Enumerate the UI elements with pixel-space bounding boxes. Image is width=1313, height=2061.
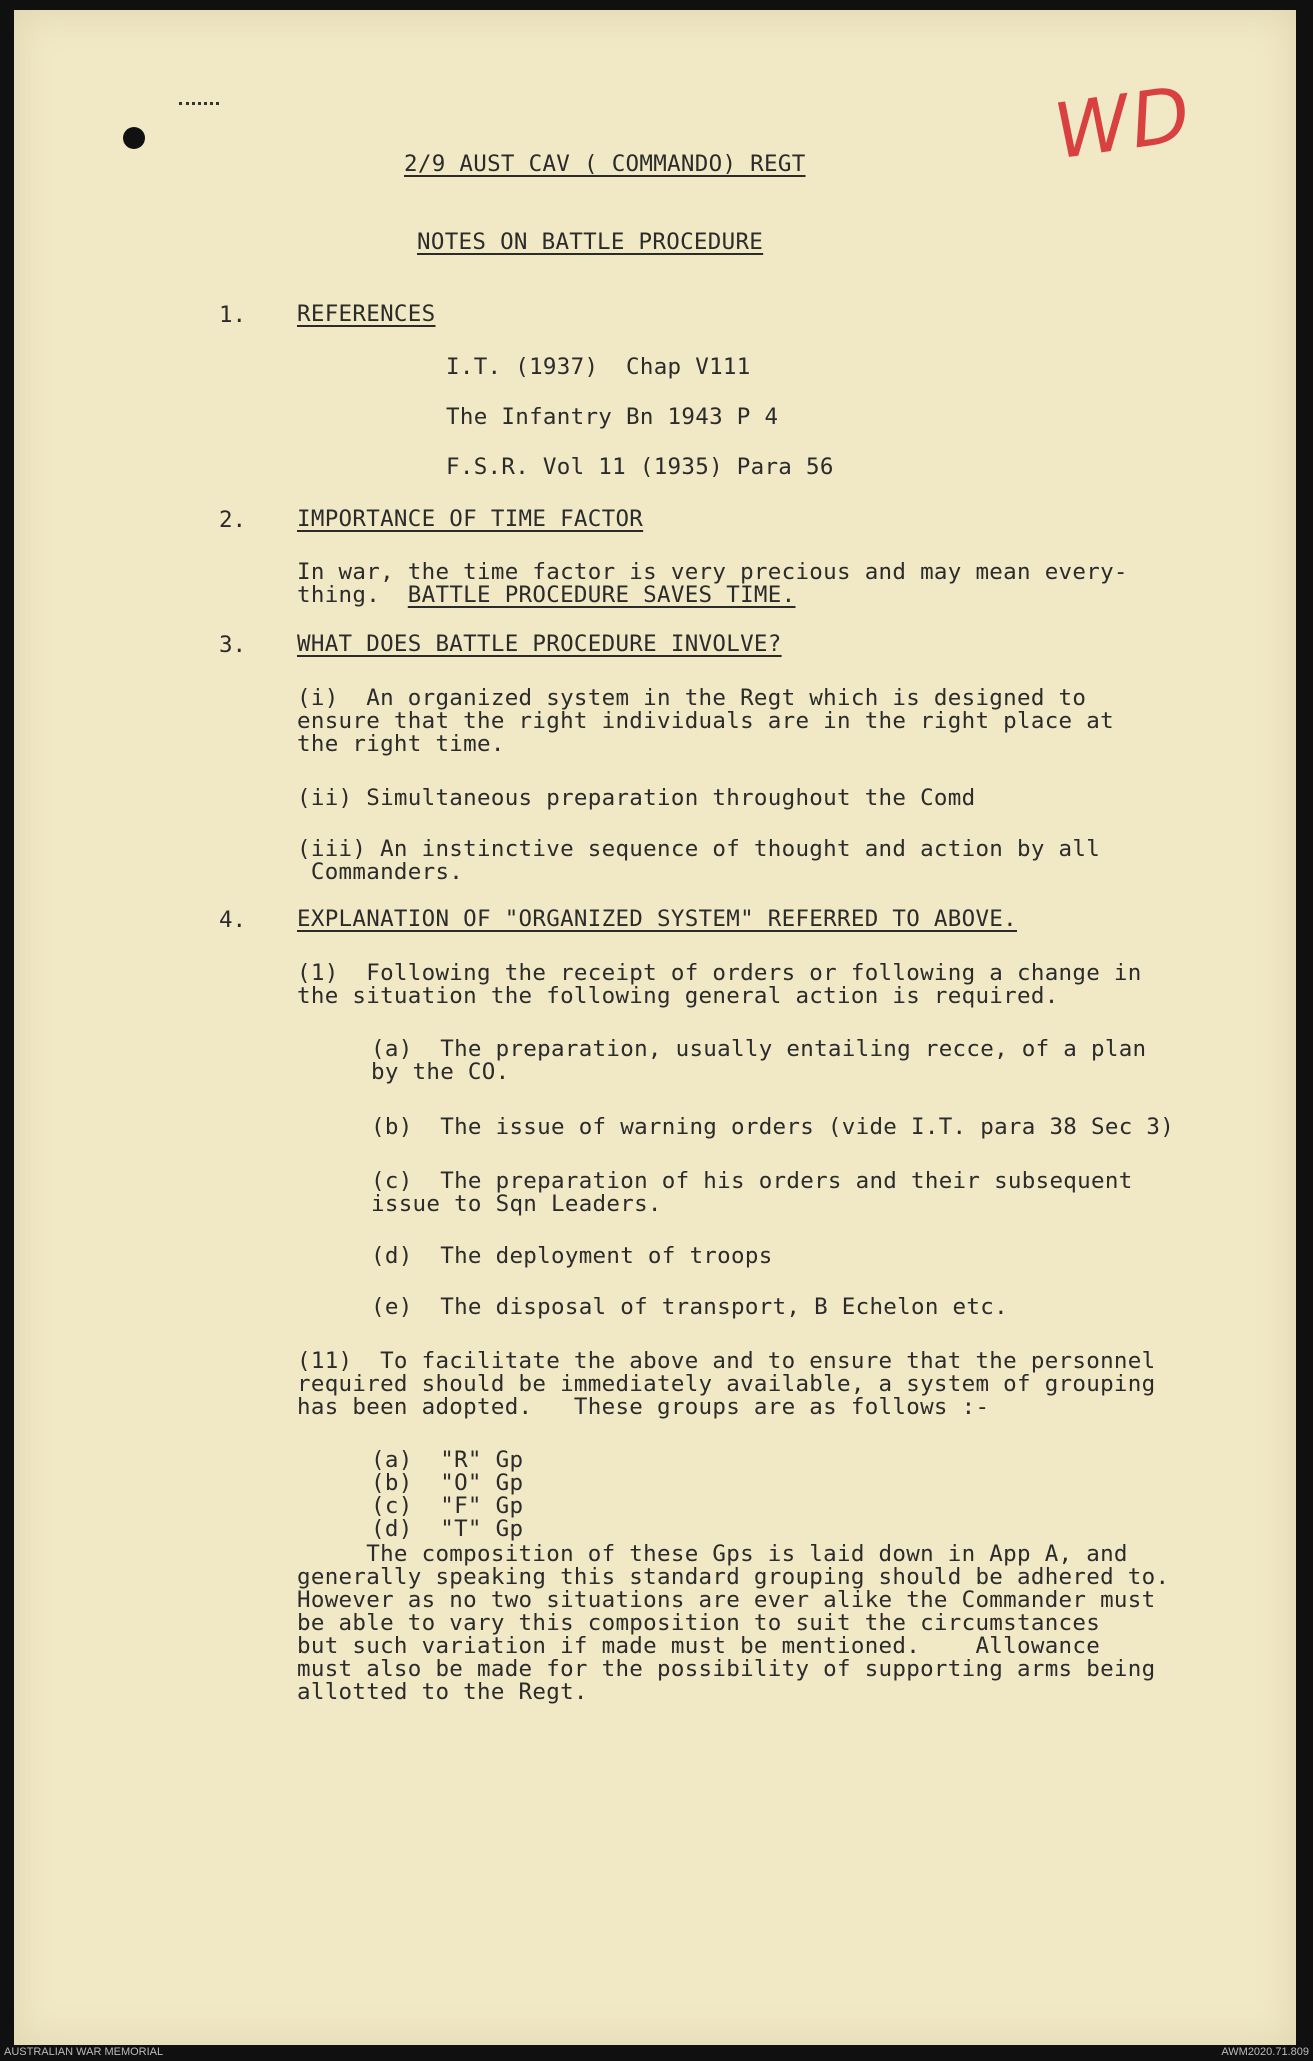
footer-credit: AUSTRALIAN WAR MEMORIAL (4, 2046, 164, 2058)
item-b: (b) The issue of warning orders (vide I.T. para 38 Sec 3) (371, 1114, 1175, 1140)
pencil-dash-mark (179, 102, 219, 108)
item-iii-line-1: (iii) An instinctive sequence of thought and action by all (297, 836, 1101, 862)
section-2-line-2-text: thing. (297, 582, 408, 608)
section-2-line-2 (297, 583, 795, 608)
item-i-line-1: (i) An organized system in the Regt which is designed to (297, 685, 1087, 711)
section-1-title: REFERENCES (297, 301, 436, 327)
item-d: (d) The deployment of troops (371, 1243, 773, 1269)
document-page (14, 10, 1296, 2045)
para-1-line-2: the situation the following general action is required. (297, 983, 1059, 1009)
handwritten-annotation: WD (1048, 68, 1198, 177)
para-3-line-2: generally speaking this standard grouping should be adhered to. (297, 1564, 1170, 1590)
unit-heading: 2/9 AUST CAV ( COMMANDO) REGT (404, 151, 806, 177)
section-1-number: 1. (219, 302, 247, 328)
item-a-line-1: (a) The preparation, usually entailing recce, of a plan (371, 1036, 1147, 1062)
section-2-emphasis: BATTLE PROCEDURE SAVES TIME. (407, 582, 796, 608)
reference-1: I.T. (1937) Chap V111 (446, 354, 751, 380)
item-i-line-3: the right time. (297, 731, 505, 757)
para-1-line-1: (1) Following the receipt of orders or following a change in (297, 960, 1142, 986)
para-3-line-7: allotted to the Regt. (297, 1679, 588, 1705)
section-4-number: 4. (219, 907, 247, 933)
para-3-line-1: The composition of these Gps is laid down in App A, and (297, 1541, 1128, 1567)
item-iii-line-2: Commanders. (297, 859, 464, 885)
section-2-number: 2. (219, 507, 247, 533)
item-c-line-2: issue to Sqn Leaders. (371, 1191, 662, 1217)
item-ii: (ii) Simultaneous preparation throughout the Comd (297, 785, 976, 811)
section-2-line-1: In war, the time factor is very precious and may mean every- (297, 559, 1128, 585)
para-2-line-3: has been adopted. These groups are as follows :- (297, 1394, 990, 1420)
reference-2: The Infantry Bn 1943 P 4 (446, 404, 779, 430)
item-i-line-2: ensure that the right individuals are in the right place at (297, 708, 1114, 734)
section-3-title: WHAT DOES BATTLE PROCEDURE INVOLVE? (297, 631, 782, 657)
punch-hole (123, 127, 145, 149)
reference-3: F.S.R. Vol 11 (1935) Para 56 (446, 454, 834, 480)
para-2-line-1: (11) To facilitate the above and to ensure that the personnel (297, 1348, 1156, 1374)
group-c: (c) "F" Gp (371, 1493, 524, 1519)
footer-accession-number: AWM2020.71.809 (1221, 2046, 1309, 2058)
section-3-number: 3. (219, 632, 247, 658)
para-3-line-6: must also be made for the possibility of supporting arms being (297, 1656, 1156, 1682)
para-3-line-3: However as no two situations are ever alike the Commander must (297, 1587, 1156, 1613)
para-2-line-2: required should be immediately available, a system of grouping (297, 1371, 1156, 1397)
group-d: (d) "T" Gp (371, 1516, 524, 1542)
document-title: NOTES ON BATTLE PROCEDURE (417, 229, 764, 255)
item-e: (e) The disposal of transport, B Echelon etc. (371, 1294, 1008, 1320)
group-b: (b) "O" Gp (371, 1470, 524, 1496)
para-3-line-4: be able to vary this composition to suit the circumstances (297, 1610, 1101, 1636)
para-3-line-5: but such variation if made must be mentioned. Allowance (297, 1633, 1101, 1659)
section-2-title: IMPORTANCE OF TIME FACTOR (297, 506, 644, 532)
item-a-line-2: by the CO. (371, 1059, 510, 1085)
group-a: (a) "R" Gp (371, 1447, 524, 1473)
item-c-line-1: (c) The preparation of his orders and their subsequent (371, 1168, 1133, 1194)
section-4-title: EXPLANATION OF "ORGANIZED SYSTEM" REFERRED TO ABOVE. (297, 906, 1017, 932)
